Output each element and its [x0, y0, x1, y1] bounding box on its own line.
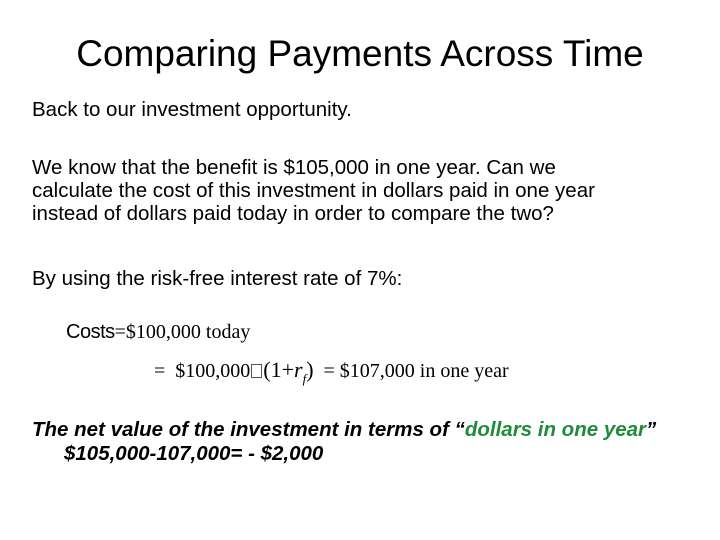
cost-formula [66, 316, 626, 396]
conclusion-suffix: ” [646, 418, 657, 441]
formula-rate-symbol: r [294, 357, 303, 382]
formula-equals: = [114, 321, 126, 343]
formula-equals-2: = [154, 360, 166, 382]
formula-result: = $107,000 in one year [323, 360, 509, 382]
conclusion-highlight: dollars in one year [464, 418, 647, 441]
formula-line-1 [66, 320, 250, 344]
formula-paren-open: (1+ [263, 357, 295, 382]
paragraph-question [32, 156, 712, 225]
multiply-placeholder-icon [251, 364, 262, 378]
paragraph-question-line: instead of dollars paid today in order to compare the two? [32, 202, 554, 225]
formula-paren-close: ) [306, 357, 314, 382]
paragraph-question-line: calculate the cost of this investment in dollars paid in one year [32, 179, 595, 202]
formula-line-2 [154, 358, 509, 391]
paragraph-rate: By using the risk-free interest rate of 7%: [32, 267, 403, 290]
paragraph-question-line: We know that the benefit is $105,000 in one year. Can we [32, 156, 556, 179]
conclusion-prefix: The net value of the investment in terms of “ [32, 418, 465, 441]
formula-amount: $100,000 [175, 360, 251, 382]
slide-title: Comparing Payments Across Time [76, 33, 644, 74]
conclusion-calculation: $105,000-107,000= - $2,000 [64, 442, 324, 465]
formula-lhs: Costs [66, 321, 115, 343]
formula-rate-subscript: f [302, 371, 307, 386]
conclusion-text [32, 418, 712, 466]
formula-line1-rhs: $100,000 today [125, 321, 251, 343]
paragraph-intro: Back to our investment opportunity. [32, 98, 352, 121]
